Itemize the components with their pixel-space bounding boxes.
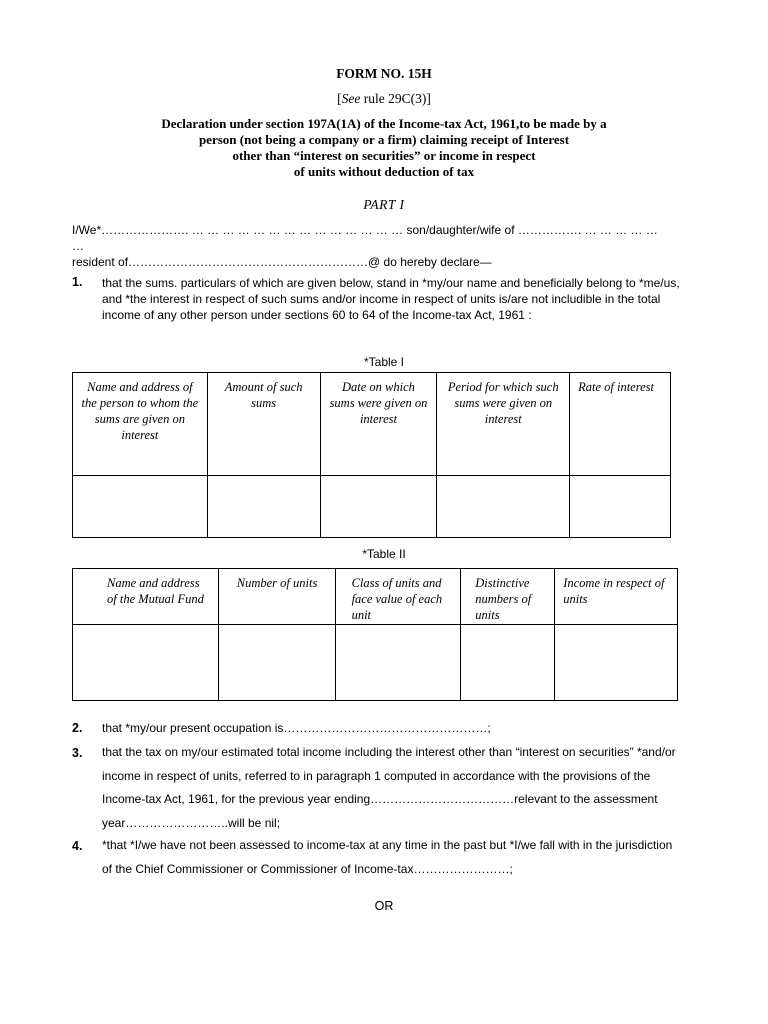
table-1-cell-name[interactable] xyxy=(73,476,208,538)
table-1-header-period: Period for which such sums were given on interest xyxy=(437,373,570,476)
rule-reference: [See rule 29C(3)] xyxy=(337,91,431,106)
table-2-cell-distinctive[interactable] xyxy=(461,625,555,701)
para-4-number: 4. xyxy=(72,839,83,853)
para-3-text: that the tax on my/our estimated total income including the interest other than “interest on securities” *and/or income in respect of units, referred to in paragraph 1 computed in accordance with the provisions of the Income-tax Act, 1961, for the previous year ending………………………………relevant to the assessment year……………………..will be nil; xyxy=(102,745,676,830)
para-4-text: *that *I/we have not been assessed to income-tax at any time in the past but *I/we fall with in the jurisdiction of the Chief Commissioner or Commissioner of Income-tax……………………; xyxy=(102,838,673,876)
declarant-name-line: I/We*…………………. … … … … … … … … … … … … … … son/daughter/wife of ……………. … … … … … xyxy=(72,223,658,237)
declarant-name-line-continued: … xyxy=(72,239,84,253)
table-row xyxy=(73,569,678,625)
table-2-header-distinctive: Distinctive numbers of units xyxy=(461,569,555,625)
table-1-header-amount: Amount of such sums xyxy=(207,373,320,476)
para-2-text: that *my/our present occupation is……………………………………………; xyxy=(102,721,491,735)
table-row xyxy=(73,625,678,701)
table-2-cell-class[interactable] xyxy=(335,625,461,701)
table-2-header-units: Number of units xyxy=(218,569,335,625)
table-1-header-rate: Rate of interest xyxy=(570,373,671,476)
declaration-heading: Declaration under section 197A(1A) of the Income-tax Act, 1961,to be made by a person (not being a company or a firm) claiming receipt of Interest other than “interest on securities” or income in respect of units without deduction of tax xyxy=(161,116,607,179)
table-1-cell-amount[interactable] xyxy=(207,476,320,538)
table-1-cell-period[interactable] xyxy=(437,476,570,538)
table-2-cell-income[interactable] xyxy=(555,625,678,701)
para-3-number: 3. xyxy=(72,746,83,760)
table-1-header-name: Name and address of the person to whom the sums are given on interest xyxy=(73,373,208,476)
table-2-cell-fund[interactable] xyxy=(73,625,219,701)
para-2-number: 2. xyxy=(72,721,83,735)
table-2-header-fund: Name and address of the Mutual Fund xyxy=(73,569,219,625)
form-title: FORM NO. 15H xyxy=(336,66,432,81)
table-1-caption: *Table I xyxy=(363,355,405,369)
table-2 xyxy=(72,568,678,701)
table-row xyxy=(73,373,671,476)
or-separator: OR xyxy=(374,899,394,913)
table-1-cell-rate[interactable] xyxy=(570,476,671,538)
para-1-number: 1. xyxy=(72,275,83,289)
table-2-caption: *Table II xyxy=(362,547,406,561)
table-row xyxy=(73,476,671,538)
resident-line: resident of……………………………………………………@ do hereby declare— xyxy=(72,255,492,269)
table-1 xyxy=(72,372,671,538)
table-2-cell-units[interactable] xyxy=(218,625,335,701)
table-1-cell-date[interactable] xyxy=(320,476,437,538)
part-heading: PART I xyxy=(363,197,405,212)
table-2-header-income: Income in respect of units xyxy=(555,569,678,625)
para-1-text: that the sums. particulars of which are given below, stand in *my/our name and beneficially belong to *me/us, and *the interest in respect of such sums and/or income in respect of units is/are not includible in the total income of any other person under sections 60 to 64 of the Income-tax Act, 1961 : xyxy=(102,276,680,322)
table-1-header-date: Date on which sums were given on interest xyxy=(320,373,437,476)
table-2-header-class: Class of units and face value of each unit xyxy=(335,569,461,625)
